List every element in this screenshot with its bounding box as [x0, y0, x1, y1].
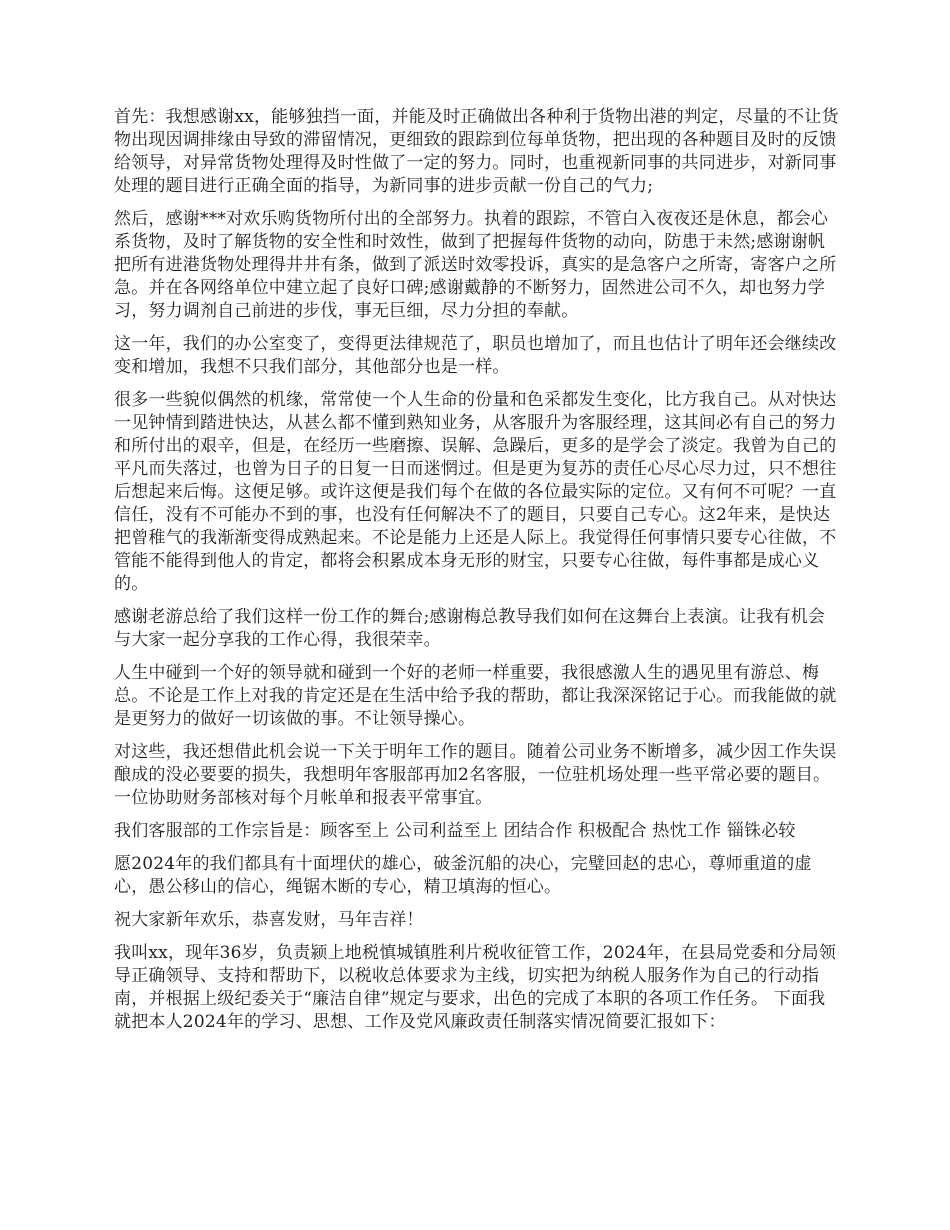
paragraph-greeting: 祝大家新年欢乐，恭喜发财，马年吉祥！ [114, 910, 424, 930]
paragraph-office-change: 这一年，我们的办公室变了，变得更法律规范了，职员也增加了，而且也估计了明年还会继续改变和增加，我想不只我们部分，其他部分也是一样。 [114, 334, 837, 377]
document-body [114, 106, 840, 1044]
paragraph-department-motto: 我们客服部的工作宗旨是：顾客至上 公司利益至上 团结合作 积极配合 热忱工作 锱铢必较 [114, 821, 796, 841]
paragraph-good-leader: 人生中碰到一个好的领导就和碰到一个好的老师一样重要，我很感激人生的遇见里有游总、梅总。不论是工作上对我的肯定还是在生活中给予我的帮助，都让我深深铭记于心。而我能做的就是更努力的做好一切该做的事。不让领导操心。 [114, 663, 837, 729]
paragraph-thanks-leaders: 感谢老游总给了我们这样一份工作的舞台;感谢梅总教导我们如何在这舞台上表演。让我有机会与大家一起分享我的工作心得，我很荣幸。 [114, 607, 826, 650]
paragraph-personal-growth: 很多一些貌似偶然的机缘，常常使一个人生命的份量和色采都发生变化，比方我自己。从对快达一见钟情到踏进快达，从甚么都不懂到熟知业务，从客服升为客服经理，这其间必有自己的努力和所付出的艰辛，但是，在经历一些磨擦、误解、急躁后，更多的是学会了淡定。我曾为自己的平凡而失落过，也曾为日子的日复一日而迷惘过。但是更为复苏的责任心尽心尽力过，只不想往后想起来后悔。这便足够。或许这便是我们每个在做的各位最实际的定位。又有何不可呢？一直信任，没有不可能办不到的事，也没有任何解决不了的题目，只要自己专心。这2年来，是快达把曾稚气的我渐渐变得成熟起来。不论是能力上还是人际上。我觉得任何事情只要专心往做，不管能不能得到他人的肯定，都将会积累成本身无形的财宝，只要专心往做，每件事都是成心义的。 [114, 390, 837, 594]
paragraph-thanks-xx: 首先：我想感谢xx，能够独挡一面，并能及时正确做出各种利于货物出港的判定，尽量的不让货物出现因调排缘由导致的滞留情况，更细致的跟踪到位每单货物，把出现的各种题目及时的反馈给领导，对异常货物处理得及时性做了一定的努力。同时，也重视新同事的共同进步，对新同事处理的题目进行正确全面的指导，为新同事的进步贡献一份自己的气力; [114, 107, 839, 196]
paragraph-thanks-team: 然后，感谢***对欢乐购货物所付出的全部努力。执着的跟踪，不管白入夜夜还是休息，都会心系货物，及时了解货物的安全性和时效性，做到了把握每件货物的动向，防患于未然;感谢谢帆把所有进港货物处理得井井有条，做到了派送时效零投诉，真实的是急客户之所寄，寄客户之所急。并在各网络单位中建立起了良好口碑;感谢戴静的不断努力，固然进公司不久，却也努力学习，努力调剂自己前进的步伐，事无巨细，尽力分担的奉献。 [114, 209, 837, 321]
paragraph-self-introduction: 我叫xx，现年36岁，负责颍上地税慎城镇胜利片税收征管工作，2024年，在县局党委和分局领导正确领导、支持和帮助下，以税收总体要求为主线，切实把为纳税人服务作为自己的行动指南，并根据上级纪委关于“廉洁自律”规定与要求，出色的完成了本职的各项工作任务。 下面我就把本人2024年的学习、思想、工作及党风廉政责任制落实情况简要汇报如下： [114, 943, 837, 1032]
paragraph-next-year-plan: 对这些，我还想借此机会说一下关于明年工作的题目。随着公司业务不断增多，减少因工作失误酿成的没必要要的损失，我想明年客服部再加2名客服，一位驻机场处理一些平常必要的题目。一位协助财务部核对每个月帐单和报表平常事宜。 [114, 742, 837, 808]
paragraph-new-year-wish: 愿2024年的我们都具有十面埋伏的雄心，破釜沉船的决心，完璧回赵的忠心，尊师重道的虚心，愚公移山的信心，绳锯木断的专心，精卫填海的恒心。 [114, 854, 812, 897]
